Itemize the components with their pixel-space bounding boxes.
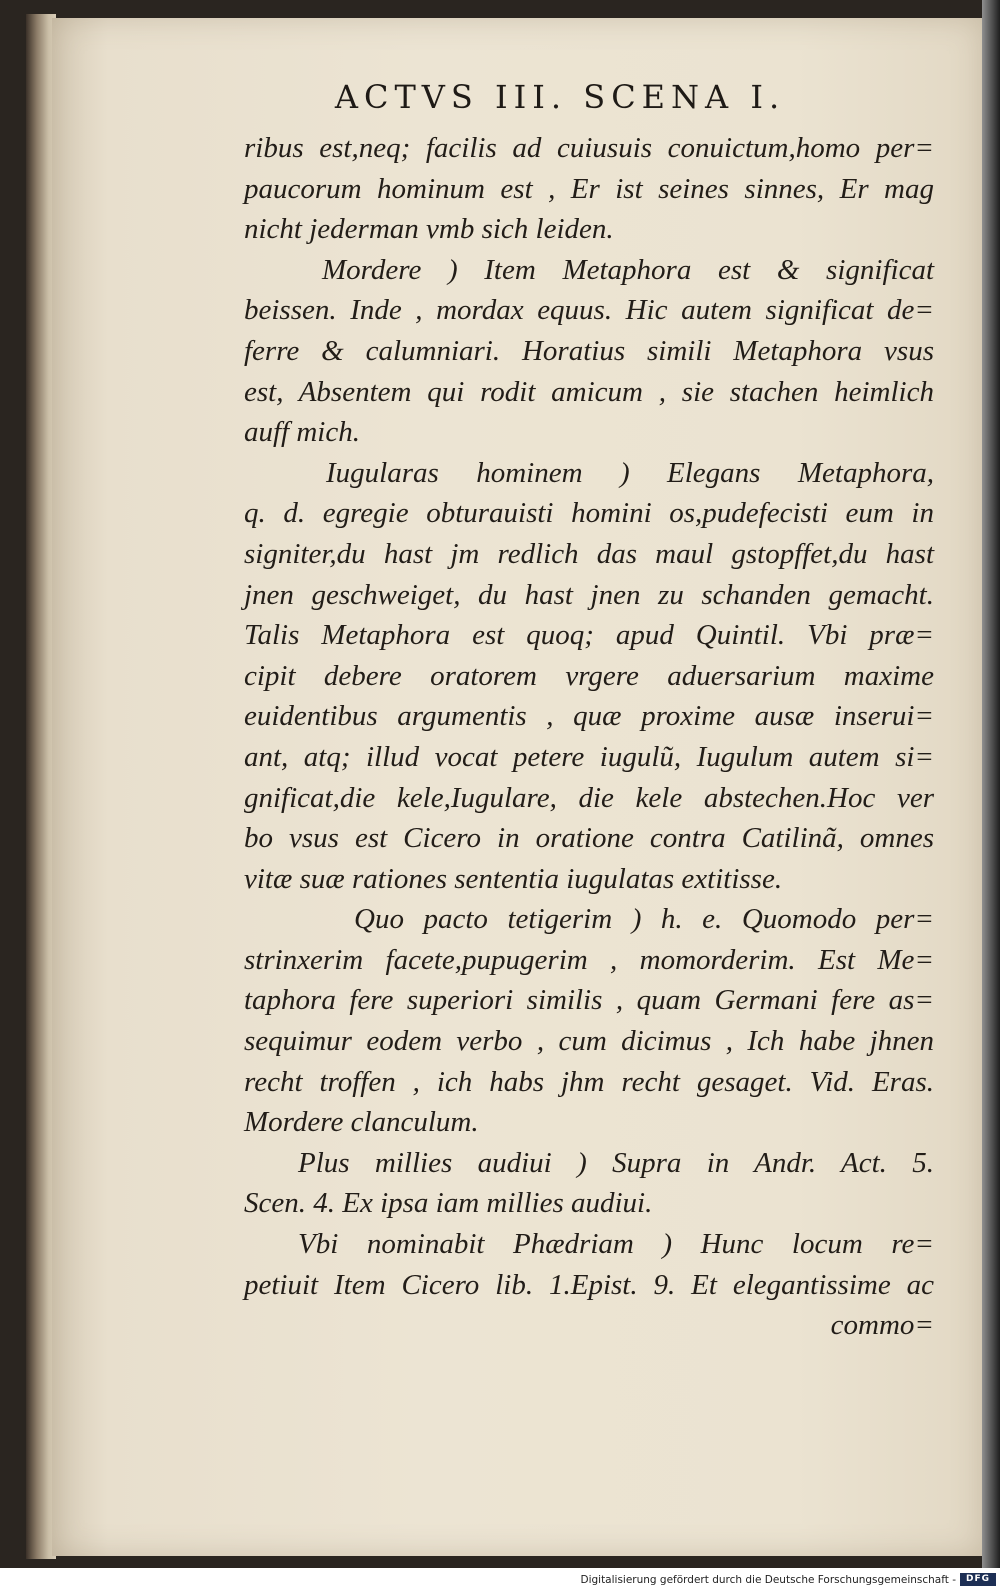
text-line-18: bo vsus est Cicero in oratione contra Catilinã, omnes: [244, 822, 934, 855]
text-line-26: Plus millies audiui ) Supra in Andr. Act. 5.: [298, 1146, 934, 1179]
text-line-6: ferre & calumniari. Horatius simili Metaphora vsus: [244, 334, 934, 367]
page-right-border: [982, 0, 1000, 1568]
footer-credit-text: Digitalisierung gefördert durch die Deutsche Forschungsgemeinschaft -: [580, 1574, 956, 1586]
text-line-28: Vbi nominabit Phædriam ) Hunc locum re=: [298, 1228, 934, 1261]
text-line-8: auff mich.: [244, 416, 360, 449]
text-line-11: signiter,du hast jm redlich das maul gstopffet,du hast: [244, 537, 934, 570]
text-line-22: taphora fere superiori similis , quam Germani fere as=: [244, 984, 934, 1017]
running-head: ACTVS III. SCENA I.: [334, 78, 786, 116]
text-line-2: paucorum hominum est , Er ist seines sinnes, Er mag: [244, 172, 934, 205]
text-line-10: q. d. egregie obturauisti homini os,pudefecisti eum in: [244, 497, 934, 530]
text-line-13: Talis Metaphora est quoq; apud Quintil. Vbi præ=: [244, 619, 934, 652]
text-line-14: cipit debere oratorem vrgere aduersarium maxime: [244, 659, 934, 692]
text-line-21: strinxerim facete,pupugerim , momorderim. Est Me=: [244, 943, 934, 976]
text-line-15: euidentibus argumentis , quæ proxime ausæ inserui=: [244, 700, 934, 733]
text-line-23: sequimur eodem verbo , cum dicimus , Ich habe jhnen: [244, 1025, 934, 1058]
text-line-5: beissen. Inde , mordax equus. Hic autem significat de=: [244, 294, 934, 327]
digitization-footer: [0, 1570, 1000, 1589]
catchword: commo=: [830, 1309, 934, 1342]
text-line-24: recht troffen , ich habs jhm recht gesaget. Vid. Eras.: [244, 1065, 934, 1098]
text-line-27: Scen. 4. Ex ipsa iam millies audiui.: [244, 1187, 653, 1220]
text-line-16: ant, atq; illud vocat petere iugulũ, Iugulum autem si=: [244, 740, 934, 773]
text-line-3: nicht jederman vmb sich leiden.: [244, 213, 614, 246]
text-line-12: jnen geschweiget, du hast jnen zu schanden gemacht.: [244, 578, 934, 611]
text-line-9: Iugularas hominem ) Elegans Metaphora,: [326, 456, 934, 489]
text-line-7: est, Absentem qui rodit amicum , sie stachen heimlich: [244, 375, 934, 408]
dfg-logo: DFG: [960, 1573, 996, 1586]
text-line-19: vitæ suæ rationes sententia iugulatas extitisse.: [244, 862, 783, 895]
text-line-1: ribus est,neq; facilis ad cuiusuis conuictum,homo per=: [244, 132, 934, 164]
text-line-17: gnificat,die kele,Iugulare, die kele abstechen.Hoc ver: [244, 781, 934, 814]
text-line-25: Mordere clanculum.: [244, 1106, 479, 1139]
text-line-20: Quo pacto tetigerim ) h. e. Quomodo per=: [354, 903, 934, 936]
page-text-block: [244, 128, 934, 1346]
text-line-4: Mordere ) Item Metaphora est & significat: [322, 253, 934, 286]
text-line-29: petiuit Item Cicero lib. 1.Epist. 9. Et elegantissime ac: [244, 1268, 934, 1301]
